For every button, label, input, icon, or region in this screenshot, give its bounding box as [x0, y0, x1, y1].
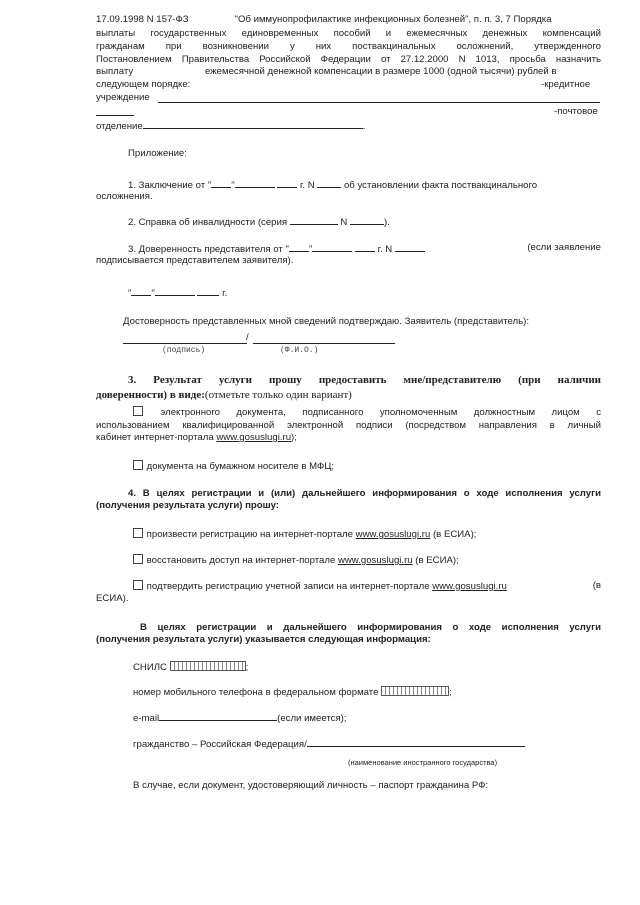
checkbox-icon[interactable]: [133, 554, 143, 564]
phone-line: номер мобильного телефона в федеральном формате ;: [133, 687, 452, 698]
text-line: /: [246, 332, 249, 343]
text-line: кабинет интернет-портала www.gosuslugi.ru);: [96, 432, 297, 443]
date-line: " " г.: [128, 288, 228, 299]
checkbox-icon[interactable]: [133, 580, 143, 590]
text-line: Достоверность представленных мной сведений подтверждаю. Заявитель (представитель):: [123, 316, 529, 327]
option-register: произвести регистрацию на интернет-портале www.gosuslugi.ru (в ЕСИА);: [133, 528, 476, 541]
signature-line: [123, 342, 247, 344]
text-line: гражданам при возникновении у них поствакцинальных осложнений, утвержденного: [96, 41, 601, 52]
snils-cells[interactable]: [170, 661, 246, 671]
gosuslugi-link[interactable]: www.gosuslugi.ru: [216, 432, 292, 443]
text-line: 1. Заключение от " " г. N об установлении факта поствакцинального: [128, 180, 538, 191]
option-paper: документа на бумажном носителе в МФЦ;: [133, 460, 334, 473]
sig-label: (подпись): [162, 346, 206, 355]
fio-label: (Ф.И.О.): [280, 346, 319, 355]
text-line: ЕСИА).: [96, 593, 129, 604]
name-line: [253, 342, 395, 344]
email-line: e-mail (если имеется);: [133, 713, 347, 724]
section-4-heading: (получения результата услуги) прошу:: [96, 500, 279, 511]
info-heading: (получения результата услуги) указывается следующая информация:: [96, 634, 431, 645]
gosuslugi-link[interactable]: www.gosuslugi.ru: [432, 581, 507, 592]
section-3-heading: 3. Результат услуги прошу предоставить мне/представителю (при наличии: [128, 374, 601, 386]
text-line: Постановлением Правительства Российской Федерации от 27.12.2000 N 1013, просьба назначить: [96, 54, 601, 65]
section-title: Приложение:: [128, 148, 187, 159]
citizenship-field[interactable]: [307, 737, 525, 747]
text-line: следующем порядке:: [96, 79, 191, 90]
foreign-note: (наименование иностранного государства): [348, 758, 498, 767]
text-line: отделение .: [96, 121, 366, 132]
blank-line: [96, 114, 134, 116]
text-line: 3. Доверенность представителя от " " г. N (если заявление: [128, 242, 601, 255]
text-line: использованием квалифицированной электронной подписи (посредством направления в личный: [96, 420, 601, 431]
text-line: ежемесячной денежной компенсации в размере 1000 (одной тысячи) рублей в: [205, 66, 557, 77]
citizenship-line: гражданство – Российская Федерация/: [133, 737, 525, 751]
text-line: -кредитное: [541, 79, 591, 90]
option-restore: восстановить доступ на интернет-портале www.gosuslugi.ru (в ЕСИА);: [133, 554, 459, 567]
gosuslugi-link[interactable]: www.gosuslugi.ru: [355, 529, 431, 540]
text-line: выплату: [96, 66, 134, 77]
blank-line: [158, 101, 600, 103]
gosuslugi-link[interactable]: www.gosuslugi.ru: [337, 555, 413, 566]
text-line: 2. Справка об инвалидности (серия N ).: [128, 217, 390, 228]
snils-line: СНИЛС ;: [133, 662, 249, 673]
text-line: подписывается представителем заявителя).: [96, 255, 294, 266]
text-line: выплаты государственных единовременных пособий и ежемесячных денежных компенсаций: [96, 28, 601, 39]
text-line: учреждение: [96, 92, 150, 103]
section-3-heading: доверенности) в виде:(отметьте только один вариант): [96, 389, 352, 401]
checkbox-icon[interactable]: [133, 460, 143, 470]
checkbox-icon[interactable]: [133, 406, 143, 416]
info-heading: В целях регистрации и дальнейшего информирования о ходе исполнения услуги: [140, 622, 601, 633]
checkbox-icon[interactable]: [133, 528, 143, 538]
text-line: 17.09.1998 N 157-ФЗ "Об иммунопрофилактике инфекционных болезней", п. п. 3, 7 Порядка: [96, 14, 552, 25]
option-confirm: подтвердить регистрацию учетной записи на интернет-портале www.gosuslugi.ru (в: [133, 580, 601, 593]
text-line: электронного документа, подписанного уполномоченным должностным лицом с: [133, 406, 601, 419]
passport-line: В случае, если документ, удостоверяющий личность – паспорт гражданина РФ:: [133, 780, 489, 791]
email-field[interactable]: [159, 711, 277, 721]
text-line: осложнения.: [96, 191, 153, 202]
blank-line: [143, 119, 363, 129]
section-4-heading: 4. В целях регистрации и (или) дальнейшего информирования о ходе исполнения услуги: [128, 488, 601, 499]
phone-cells[interactable]: [381, 686, 449, 696]
text-line: -почтовое: [554, 106, 598, 117]
